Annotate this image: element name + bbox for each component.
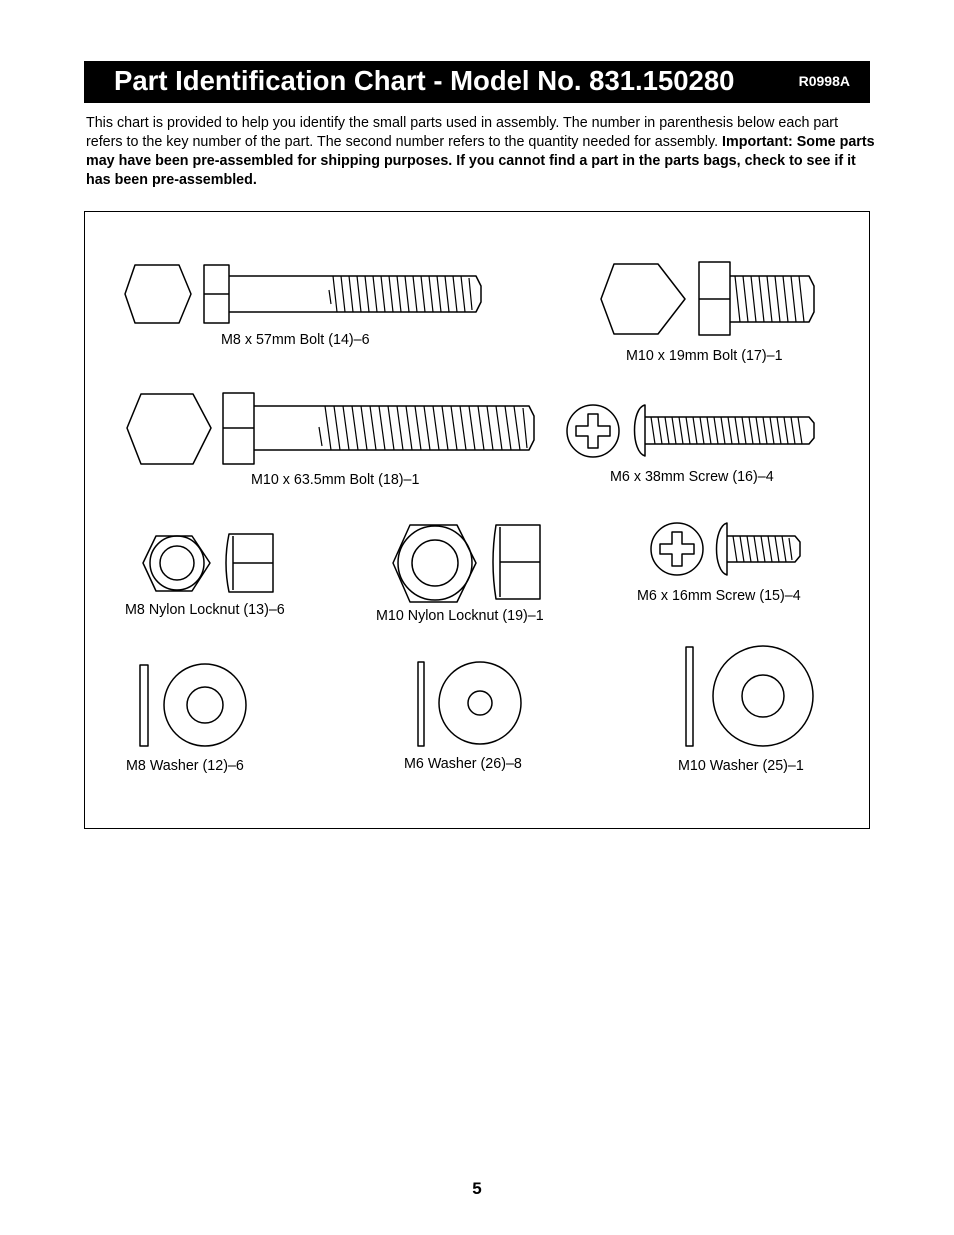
header-bar [84,61,870,103]
part-label-m10-19mm-bolt: M10 x 19mm Bolt (17)–1 [626,348,783,364]
m8-locknut-icon [143,534,273,592]
m10-locknut-icon [393,525,540,602]
m6-38mm-screw-icon [567,405,814,457]
part-label-m8-locknut: M8 Nylon Locknut (13)–6 [125,602,285,618]
important-note: Important: Some parts may have been pre-assembled for shipping purposes. If you cannot find a part in the parts bags, check to see if it has been pre-assembled. [86,134,875,188]
part-label-m10-63mm-bolt: M10 x 63.5mm Bolt (18)–1 [251,472,420,488]
m6-washer-icon [418,662,521,746]
part-label-m6-16mm-screw: M6 x 16mm Screw (15)–4 [637,588,801,604]
intro-text: This chart is provided to help you identify the small parts used in assembly. The number in parenthesis below each part refers to the key number of the part. The second number refers to the quantity needed for assembly. [86,115,839,150]
page-number: 5 [472,1179,482,1198]
m6-16mm-screw-icon [651,523,800,575]
m10-19mm-bolt-icon [601,262,814,335]
part-label-m10-washer: M10 Washer (25)–1 [678,758,804,774]
m8-washer-icon [140,664,246,746]
parts-drawings [85,212,871,830]
part-label-m6-38mm-screw: M6 x 38mm Screw (16)–4 [610,469,774,485]
document-code: R0998A [798,73,850,89]
part-label-m6-washer: M6 Washer (26)–8 [404,756,522,772]
m10-63mm-bolt-icon [127,393,534,464]
m8-57mm-bolt-icon [125,265,481,323]
m10-washer-icon [686,646,813,746]
part-label-m8-washer: M8 Washer (12)–6 [126,758,244,774]
intro-paragraph [86,114,876,190]
page-title: Part Identification Chart - Model No. 831.150280 [114,65,735,96]
part-label-m8-57mm-bolt: M8 x 57mm Bolt (14)–6 [221,332,370,348]
part-label-m10-locknut: M10 Nylon Locknut (19)–1 [376,608,544,624]
parts-chart [84,211,870,829]
